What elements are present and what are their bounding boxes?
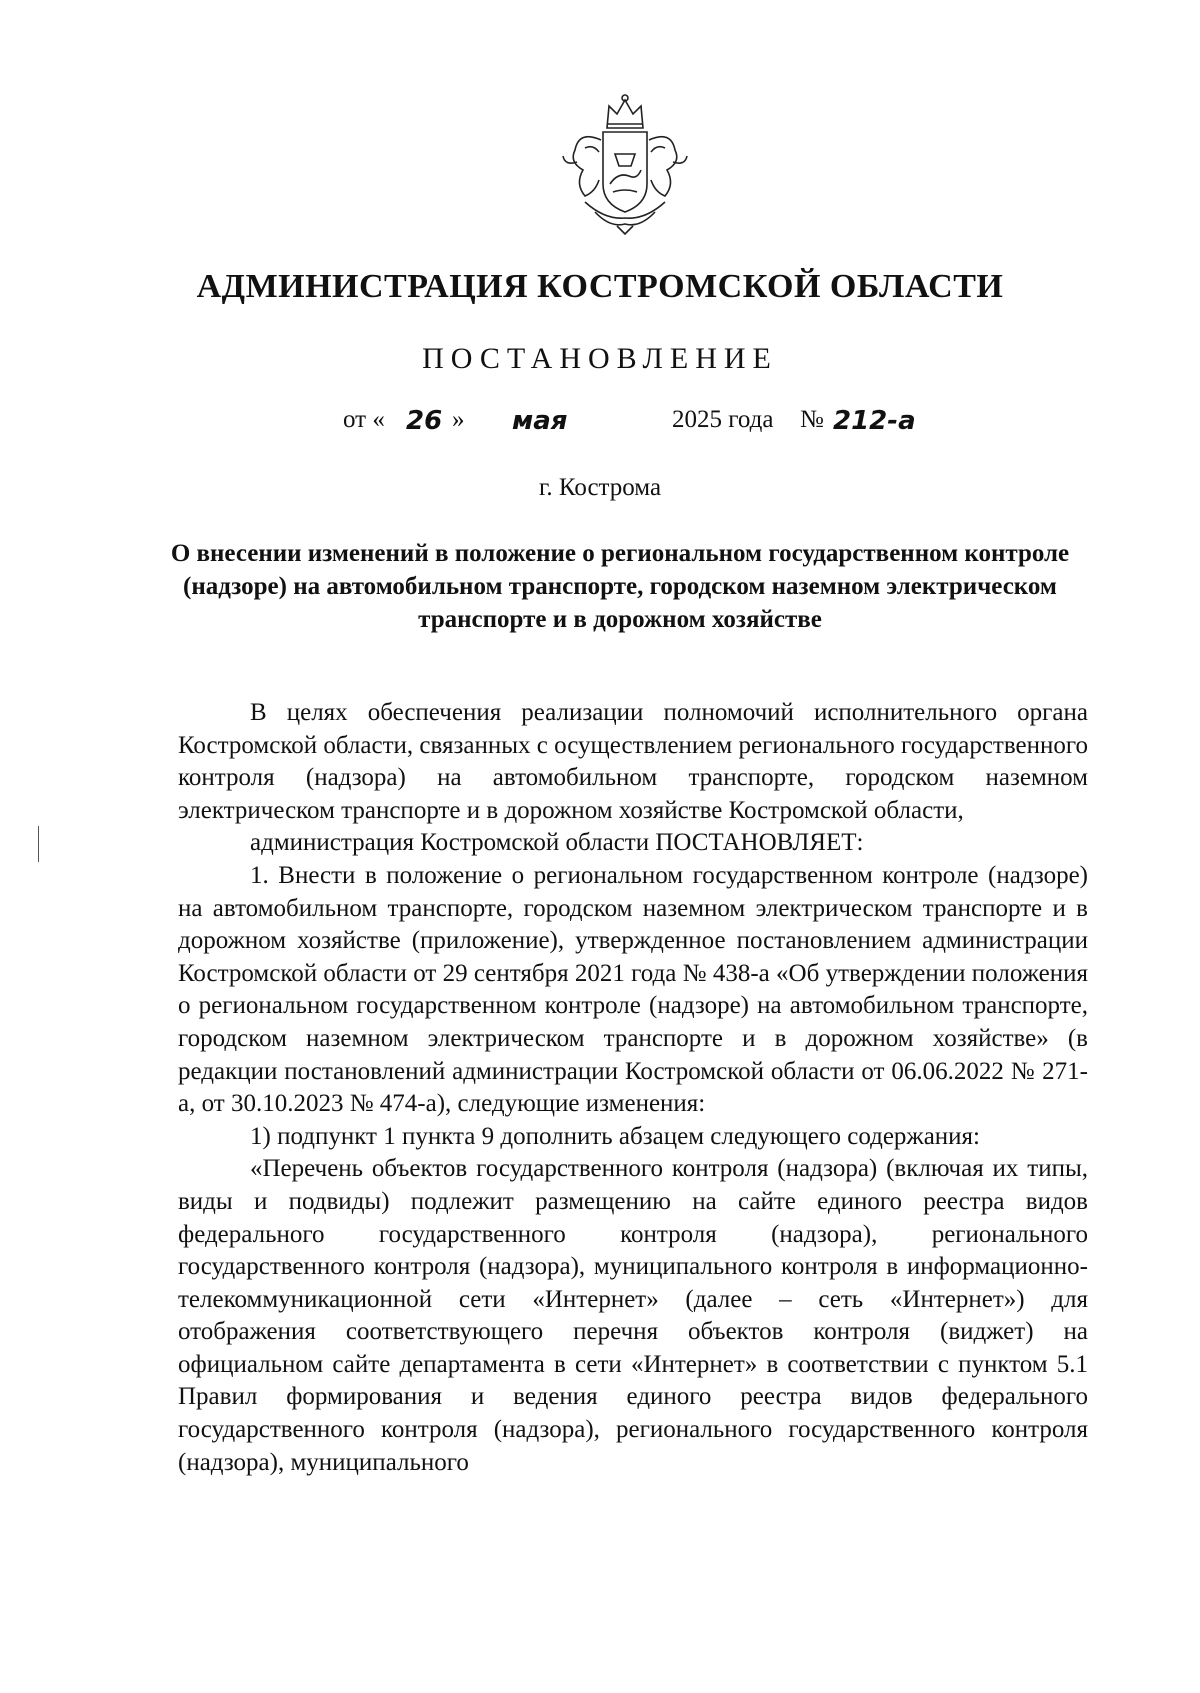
document-subject: О внесении изменений в положение о региональном государственном контроле (надзоре) на автомобильном транспорте, городском наземном электрическом транспорте и в дорожном хозяйстве <box>170 540 1070 633</box>
city-name: г. Кострома <box>538 474 662 501</box>
body-paragraph-preamble: В целях обеспечения реализации полномочий исполнительного органа Костромской области, связанных с осуществлением регионального государственного контроля (надзора) на автомобильном транспорте, городском наземном электрическом транспорте и в дорожном хозяйстве Костромской области, <box>178 699 1088 824</box>
date-day-handwritten: 26 <box>406 406 443 436</box>
body-paragraph-quoted-text: «Перечень объектов государственного контроля (надзора) (включая их типы, виды и подвиды) подлежит размещению на сайте единого реестра видов федерального государственного контроля (надзора), регионального государственного контроля (надзора), муниципального контроля в информационно-телекоммуникационной сети «Интернет» (далее – сеть «Интернет») для отображения соответствующего перечня объектов контроля (виджет) на официальном сайте департамента в сети «Интернет» в соответствии с пунктом 5.1 Правил формирования и ведения единого реестра видов федерального государственного контроля (надзора), регионального государственного контроля (надзора), муниципального <box>178 1155 1088 1476</box>
document-body <box>178 697 1088 1479</box>
document-type: ПОСТАНОВЛЕНИЕ <box>422 342 778 375</box>
body-paragraph-resolves: администрация Костромской области ПОСТАНОВЛЯЕТ: <box>250 829 864 857</box>
body-paragraph-item-1: 1. Внести в положение о региональном государственном контроле (надзоре) на автомобильном транспорте, городском наземном электрическом транспорте и в дорожном хозяйстве (приложение), утвержденное постановлением администрации Костромской области от 29 сентября 2021 года № 438-а «Об утверждении положения о региональном государственном контроле (надзоре) на автомобильном транспорте, городском наземном электрическом транспорте и в дорожном хозяйстве» (в редакции постановлений администрации Костромской области от 06.06.2022 № 271-а, от 30.10.2023 № 474-а), следующие изменения: <box>178 861 1088 1118</box>
date-year: 2025 года <box>672 406 774 433</box>
body-paragraph-subitem-1: 1) подпункт 1 пункта 9 дополнить абзацем следующего содержания: <box>250 1122 980 1150</box>
date-closing-quote: » <box>452 406 465 433</box>
scan-margin-mark <box>38 826 39 862</box>
organization-title: АДМИНИСТРАЦИЯ КОСТРОМСКОЙ ОБЛАСТИ <box>196 268 1004 305</box>
document-number-handwritten: 212-а <box>833 406 916 436</box>
number-sign: № <box>800 406 824 433</box>
date-prefix: от « <box>343 406 385 433</box>
date-month-handwritten: мая <box>512 406 568 436</box>
coat-of-arms-emblem <box>555 92 695 237</box>
